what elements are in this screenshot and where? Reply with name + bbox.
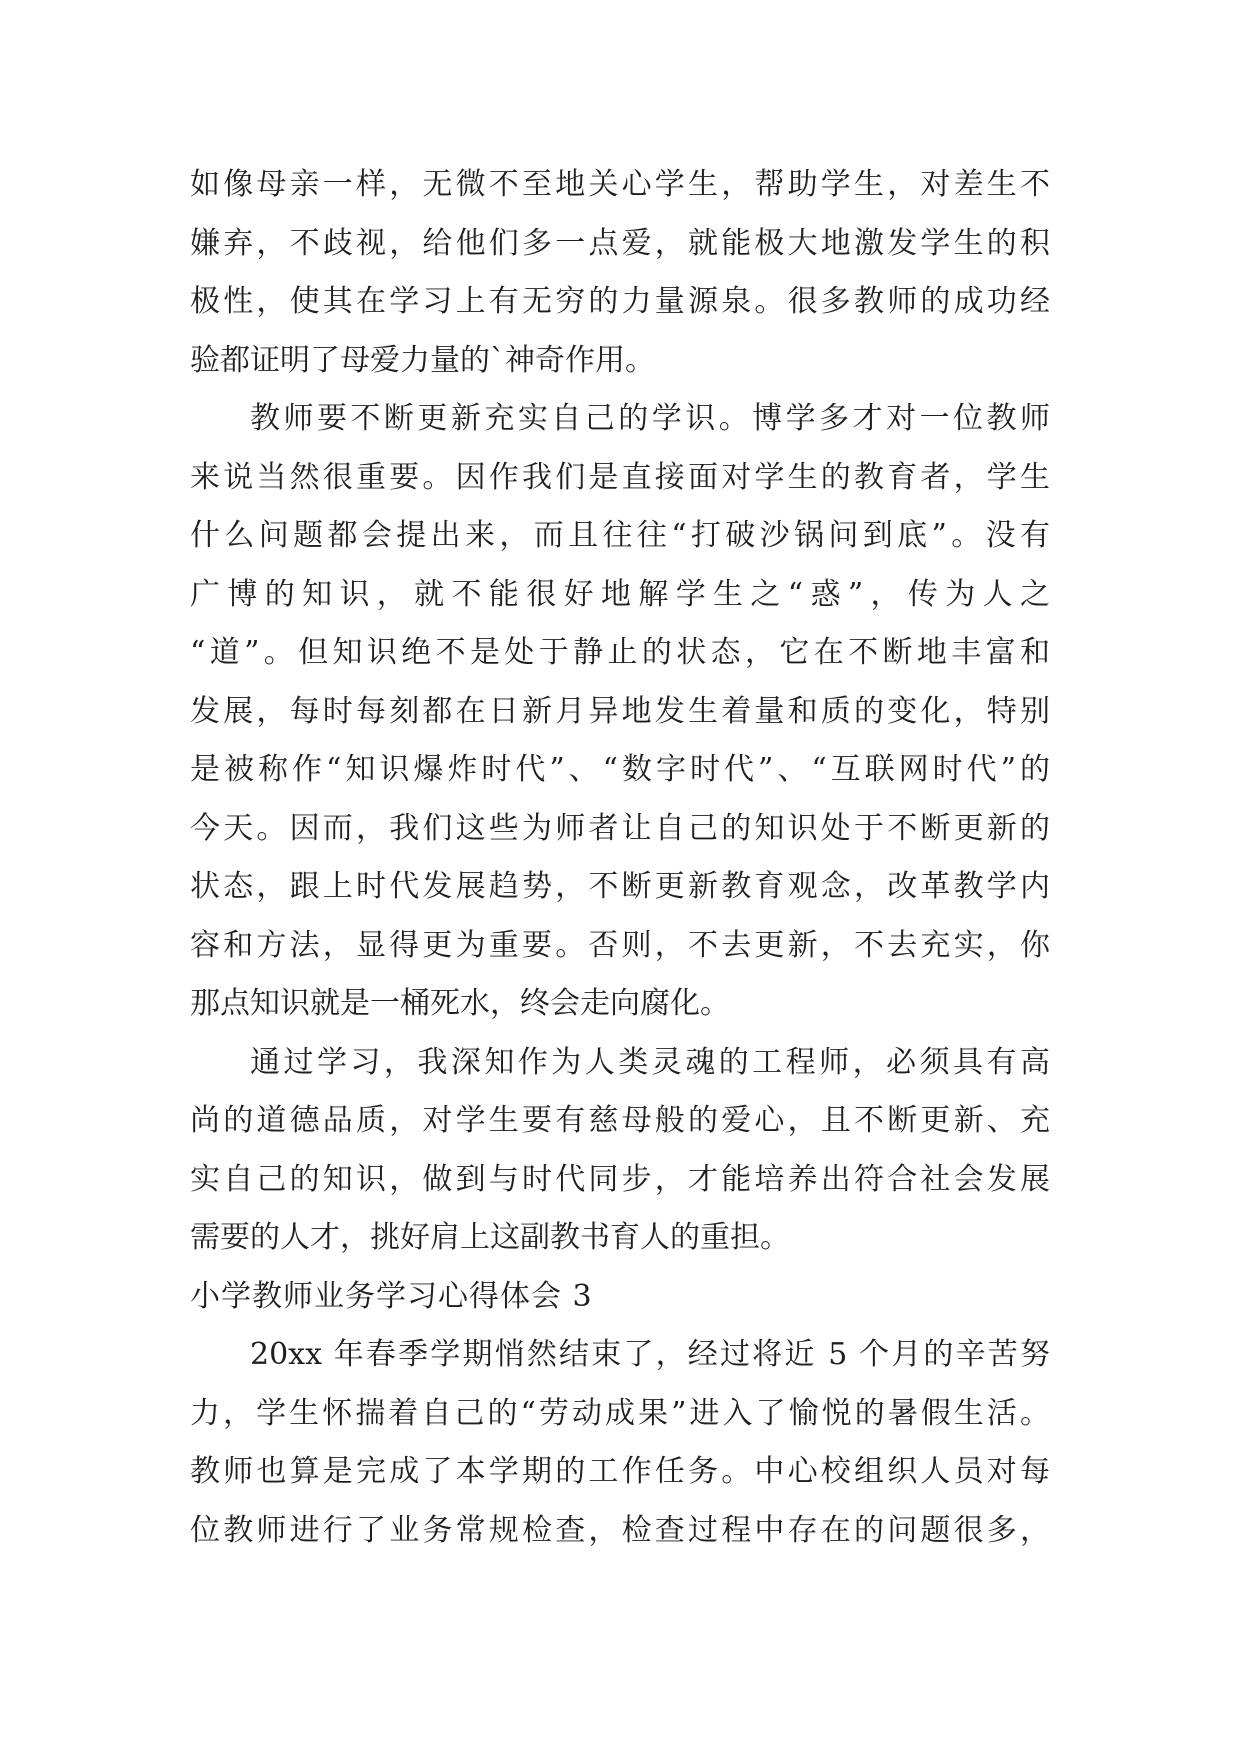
paragraph-4 (190, 1326, 1050, 1560)
text-line: 来说当然很重要。因作我们是直接面对学生的教育者，学生 (190, 459, 1050, 495)
paragraph-2 (190, 390, 1050, 1034)
paragraph-3 (190, 1034, 1050, 1268)
text-line: 20xx 年春季学期悄然结束了，经过将近 5 个月的辛苦努 (250, 1337, 1050, 1372)
text-line: 状态，跟上时代发展趋势，不断更新教育观念，改革教学内 (190, 869, 1050, 904)
text-line: 教师要不断更新充实自己的学识。博学多才对一位教师 (250, 401, 1050, 436)
text-line: 需要的人才，挑好肩上这副教书育人的重担。 (190, 1220, 790, 1255)
text-line: 什么问题都会提出来，而且往往“打破沙锅问到底”。没有 (190, 518, 1050, 553)
text-line: 广博的知识，就不能很好地解学生之“惑”，传为人之 (190, 576, 1050, 612)
text-line: “道”。但知识绝不是处于静止的状态，它在不断地丰富和 (190, 635, 1050, 670)
text-line: 验都证明了母爱力量的`神奇作用。 (190, 342, 655, 378)
text-line: 嫌弃，不歧视，给他们多一点爱，就能极大地激发学生的积 (190, 225, 1050, 261)
text-line: 教师也算是完成了本学期的工作任务。中心校组织人员对每 (190, 1454, 1050, 1489)
text-line: 是被称作“知识爆炸时代”、“数字时代”、“互联网时代”的 (190, 752, 1050, 787)
text-line: 尚的道德品质，对学生要有慈母般的爱心，且不断更新、充 (190, 1103, 1050, 1138)
document-body (190, 156, 1050, 1560)
text-line: 发展，每时每刻都在日新月异地发生着量和质的变化，特别 (190, 693, 1050, 729)
text-line: 力，学生怀揣着自己的“劳动成果”进入了愉悦的暑假生活。 (190, 1395, 1050, 1431)
text-line: 极性，使其在学习上有无穷的力量源泉。很多教师的成功经 (190, 284, 1050, 319)
text-line: 今天。因而，我们这些为师者让自己的知识处于不断更新的 (190, 810, 1050, 846)
section-heading: 小学教师业务学习心得体会 3 (190, 1278, 593, 1314)
text-line: 通过学习，我深知作为人类灵魂的工程师，必须具有高 (250, 1044, 1050, 1080)
text-line: 容和方法，显得更为重要。否则，不去更新，不去充实，你 (190, 927, 1050, 963)
text-line: 实自己的知识，做到与时代同步，才能培养出符合社会发展 (190, 1161, 1050, 1197)
text-line: 位教师进行了业务常规检查，检查过程中存在的问题很多， (190, 1512, 1050, 1548)
paragraph-1 (190, 156, 1050, 390)
text-line: 那点知识就是一桶死水，终会走向腐化。 (190, 986, 730, 1021)
text-line: 如像母亲一样，无微不至地关心学生，帮助学生，对差生不 (190, 167, 1050, 202)
